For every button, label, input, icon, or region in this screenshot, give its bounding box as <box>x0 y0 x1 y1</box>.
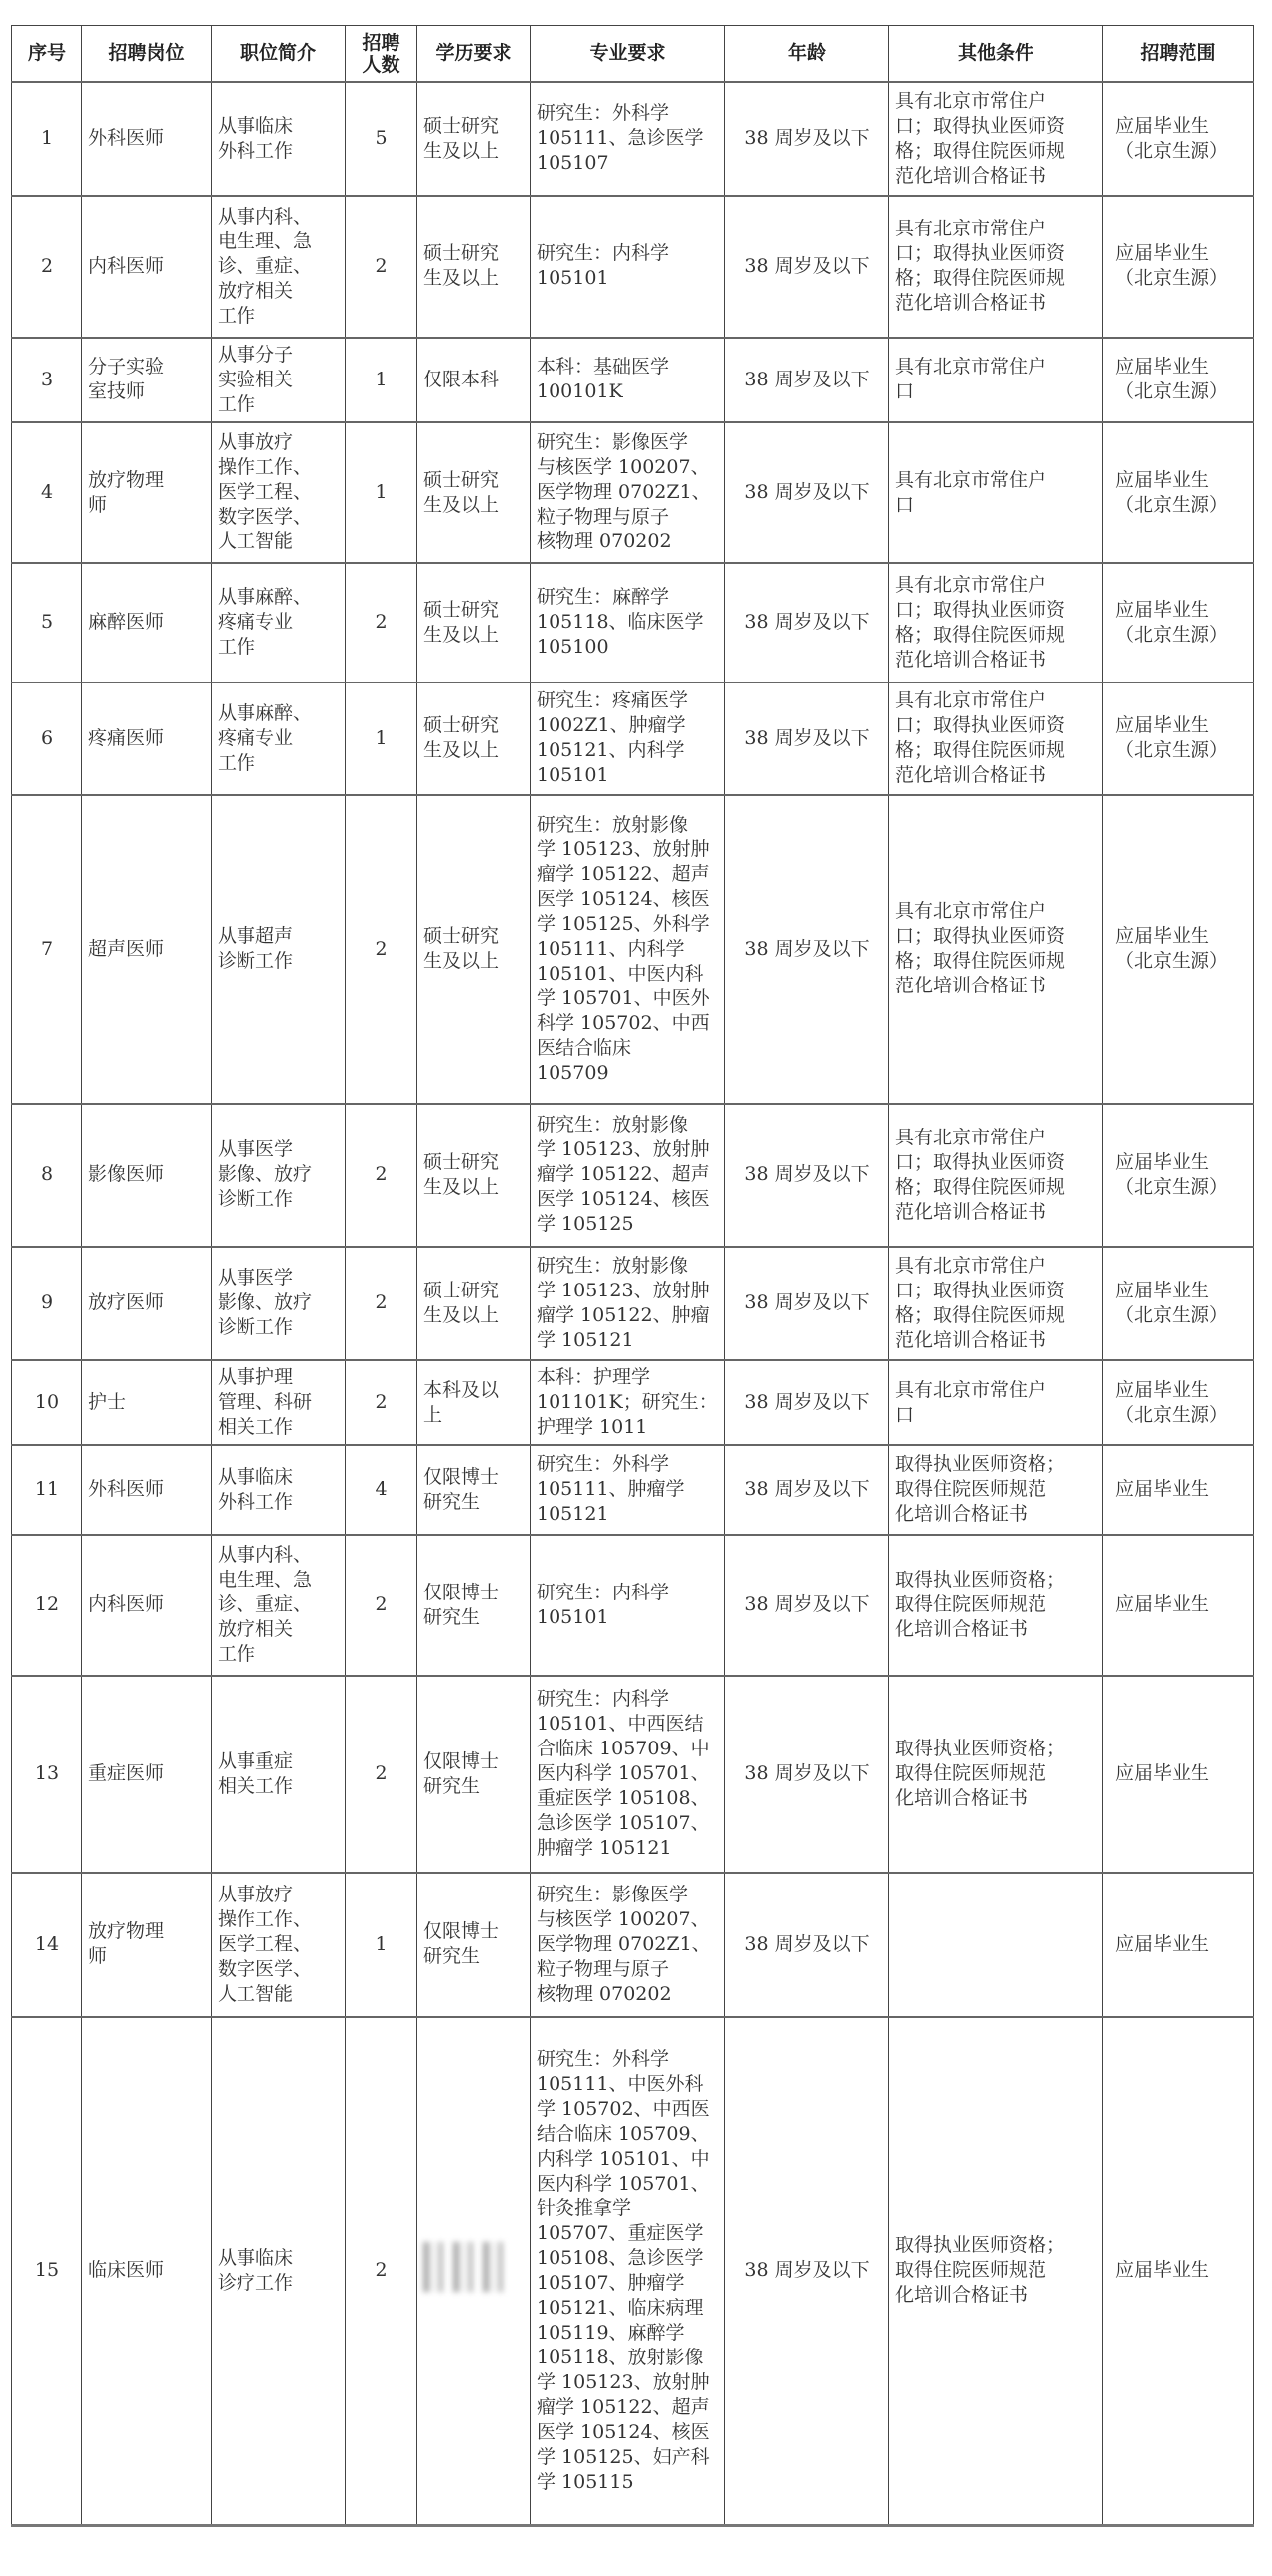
cell-index: 4 <box>12 422 82 563</box>
cell-post: 护士 <box>82 1360 212 1445</box>
cell-major: 研究生：疼痛医学 1002Z1、肿瘤学 105121、内科学 105101 <box>531 682 725 795</box>
cell-other: 具有北京市常住户 口；取得执业医师资 格；取得住院医师规 范化培训合格证书 <box>889 563 1103 682</box>
table-row <box>12 1445 1254 1535</box>
header-other: 其他条件 <box>889 26 1103 82</box>
table-row <box>12 682 1254 795</box>
cell-index: 15 <box>12 2017 82 2526</box>
table-row <box>12 422 1254 563</box>
cell-other: 取得执业医师资格； 取得住院医师规范 化培训合格证书 <box>889 2017 1103 2526</box>
cell-major: 研究生：内科学 105101、中西医结 合临床 105709、中 医内科学 105701、 重症医学 105108、 急诊医学 105107、 肿瘤学 105121 <box>531 1676 725 1873</box>
cell-education <box>417 2017 531 2526</box>
cell-other: 具有北京市常住户 口；取得执业医师资 格；取得住院医师规 范化培训合格证书 <box>889 82 1103 196</box>
cell-post: 放疗医师 <box>82 1247 212 1360</box>
cell-age: 38 周岁及以下 <box>725 338 889 422</box>
cell-education: 硕士研究 生及以上 <box>417 82 531 196</box>
cell-intro: 从事放疗 操作工作、 医学工程、 数字医学、 人工智能 <box>212 1873 346 2017</box>
cell-post: 放疗物理 师 <box>82 422 212 563</box>
cell-intro: 从事护理 管理、科研 相关工作 <box>212 1360 346 1445</box>
cell-major: 研究生：内科学 105101 <box>531 196 725 338</box>
table-row <box>12 563 1254 682</box>
cell-post: 影像医师 <box>82 1104 212 1247</box>
table-row <box>12 795 1254 1104</box>
table-row <box>12 82 1254 196</box>
cell-count: 4 <box>346 1445 417 1535</box>
cell-other: 具有北京市常住户 口 <box>889 338 1103 422</box>
cell-scope: 应届毕业生 （北京生源） <box>1103 422 1254 563</box>
cell-count: 1 <box>346 1873 417 2017</box>
cell-major: 研究生：影像医学 与核医学 100207、 医学物理 0702Z1、 粒子物理与原子 核物理 070202 <box>531 422 725 563</box>
header-post: 招聘岗位 <box>82 26 212 82</box>
cell-scope: 应届毕业生 （北京生源） <box>1103 563 1254 682</box>
cell-major: 研究生：外科学 105111、肿瘤学 105121 <box>531 1445 725 1535</box>
cell-intro: 从事超声 诊断工作 <box>212 795 346 1104</box>
cell-scope: 应届毕业生 （北京生源） <box>1103 1247 1254 1360</box>
cell-education: 仅限博士 研究生 <box>417 1445 531 1535</box>
table-row <box>12 1247 1254 1360</box>
cell-education: 硕士研究 生及以上 <box>417 196 531 338</box>
cell-education: 仅限博士 研究生 <box>417 1535 531 1676</box>
table-row <box>12 196 1254 338</box>
cell-post: 疼痛医师 <box>82 682 212 795</box>
cell-post: 内科医师 <box>82 1535 212 1676</box>
cell-post: 放疗物理 师 <box>82 1873 212 2017</box>
cell-post: 重症医师 <box>82 1676 212 1873</box>
cell-age: 38 周岁及以下 <box>725 1873 889 2017</box>
cell-other: 具有北京市常住户 口 <box>889 422 1103 563</box>
cell-intro: 从事内科、 电生理、急 诊、重症、 放疗相关 工作 <box>212 196 346 338</box>
cell-count: 2 <box>346 196 417 338</box>
cell-count: 2 <box>346 1104 417 1247</box>
cell-index: 8 <box>12 1104 82 1247</box>
cell-major: 研究生：内科学 105101 <box>531 1535 725 1676</box>
cell-major: 研究生：外科学 105111、急诊医学 105107 <box>531 82 725 196</box>
cell-post: 外科医师 <box>82 1445 212 1535</box>
cell-education: 硕士研究 生及以上 <box>417 1104 531 1247</box>
cell-education: 仅限本科 <box>417 338 531 422</box>
header-age: 年龄 <box>725 26 889 82</box>
cell-major: 研究生：放射影像 学 105123、放射肿 瘤学 105122、超声 医学 105124、核医 学 105125、外科学 105111、内科学 105101、中医内科 学 105701、中医外 科学 105702、中西 医结合临床 105709 <box>531 795 725 1104</box>
cell-major: 研究生：影像医学 与核医学 100207、 医学物理 0702Z1、 粒子物理与原子 核物理 070202 <box>531 1873 725 2017</box>
cell-major: 研究生：麻醉学 105118、临床医学 105100 <box>531 563 725 682</box>
cell-age: 38 周岁及以下 <box>725 196 889 338</box>
header-scope: 招聘范围 <box>1103 26 1254 82</box>
cell-major: 研究生：放射影像 学 105123、放射肿 瘤学 105122、肿瘤 学 105121 <box>531 1247 725 1360</box>
cell-count: 2 <box>346 1676 417 1873</box>
cell-count: 2 <box>346 1247 417 1360</box>
header-index: 序号 <box>12 26 82 82</box>
table-row <box>12 1873 1254 2017</box>
cell-post: 超声医师 <box>82 795 212 1104</box>
cell-intro: 从事麻醉、 疼痛专业 工作 <box>212 682 346 795</box>
cell-index: 5 <box>12 563 82 682</box>
cell-age: 38 周岁及以下 <box>725 1535 889 1676</box>
cell-age: 38 周岁及以下 <box>725 1360 889 1445</box>
cell-scope: 应届毕业生 <box>1103 2017 1254 2526</box>
cell-age: 38 周岁及以下 <box>725 1676 889 1873</box>
cell-index: 7 <box>12 795 82 1104</box>
cell-age: 38 周岁及以下 <box>725 1247 889 1360</box>
cell-scope: 应届毕业生 （北京生源） <box>1103 1360 1254 1445</box>
cell-scope: 应届毕业生 （北京生源） <box>1103 1104 1254 1247</box>
cell-education: 本科及以 上 <box>417 1360 531 1445</box>
table-row <box>12 1535 1254 1676</box>
cell-education: 仅限博士 研究生 <box>417 1873 531 2017</box>
cell-education: 仅限博士 研究生 <box>417 1676 531 1873</box>
cell-scope: 应届毕业生 <box>1103 1873 1254 2017</box>
cell-major: 研究生：外科学 105111、中医外科 学 105702、中西医 结合临床 105709、 内科学 105101、中 医内科学 105701、 针灸推拿学 105707、重症医学 105108、急诊医学 105107、肿瘤学 105121、临床病理 105119、麻醉学 105118、放射影像 学 105123、放射肿 瘤学 105122、超声 医学 105124、核医 学 105125、妇产科 学 105115 <box>531 2017 725 2526</box>
cell-other: 具有北京市常住户 口；取得执业医师资 格；取得住院医师规 范化培训合格证书 <box>889 795 1103 1104</box>
cell-count: 2 <box>346 1360 417 1445</box>
cell-index: 11 <box>12 1445 82 1535</box>
table-row <box>12 338 1254 422</box>
cell-education: 硕士研究 生及以上 <box>417 422 531 563</box>
cell-age: 38 周岁及以下 <box>725 82 889 196</box>
header-major: 专业要求 <box>531 26 725 82</box>
cell-scope: 应届毕业生 <box>1103 1535 1254 1676</box>
cell-count: 1 <box>346 422 417 563</box>
recruitment-table <box>11 25 1254 2527</box>
blurred-text-image <box>423 2242 513 2292</box>
cell-scope: 应届毕业生 <box>1103 1445 1254 1535</box>
cell-scope: 应届毕业生 （北京生源） <box>1103 338 1254 422</box>
cell-scope: 应届毕业生 <box>1103 1676 1254 1873</box>
cell-intro: 从事重症 相关工作 <box>212 1676 346 1873</box>
cell-scope: 应届毕业生 （北京生源） <box>1103 82 1254 196</box>
cell-other: 取得执业医师资格； 取得住院医师规范 化培训合格证书 <box>889 1535 1103 1676</box>
cell-count: 2 <box>346 1535 417 1676</box>
cell-index: 10 <box>12 1360 82 1445</box>
cell-other: 具有北京市常住户 口 <box>889 1360 1103 1445</box>
table-row <box>12 2017 1254 2526</box>
cell-age: 38 周岁及以下 <box>725 422 889 563</box>
cell-post: 分子实验 室技师 <box>82 338 212 422</box>
cell-scope: 应届毕业生 （北京生源） <box>1103 196 1254 338</box>
header-count: 招聘 人数 <box>346 26 417 82</box>
cell-other: 取得执业医师资格； 取得住院医师规范 化培训合格证书 <box>889 1445 1103 1535</box>
cell-index: 2 <box>12 196 82 338</box>
cell-age: 38 周岁及以下 <box>725 2017 889 2526</box>
cell-count: 5 <box>346 82 417 196</box>
cell-post: 临床医师 <box>82 2017 212 2526</box>
cell-index: 12 <box>12 1535 82 1676</box>
header-row <box>12 26 1254 82</box>
cell-age: 38 周岁及以下 <box>725 1104 889 1247</box>
cell-index: 3 <box>12 338 82 422</box>
cell-scope: 应届毕业生 （北京生源） <box>1103 795 1254 1104</box>
cell-intro: 从事内科、 电生理、急 诊、重症、 放疗相关 工作 <box>212 1535 346 1676</box>
cell-count: 1 <box>346 682 417 795</box>
cell-intro: 从事分子 实验相关 工作 <box>212 338 346 422</box>
cell-count: 2 <box>346 563 417 682</box>
cell-post: 麻醉医师 <box>82 563 212 682</box>
cell-intro: 从事临床 外科工作 <box>212 1445 346 1535</box>
cell-intro: 从事医学 影像、放疗 诊断工作 <box>212 1247 346 1360</box>
cell-intro: 从事麻醉、 疼痛专业 工作 <box>212 563 346 682</box>
cell-post: 内科医师 <box>82 196 212 338</box>
cell-age: 38 周岁及以下 <box>725 563 889 682</box>
cell-index: 1 <box>12 82 82 196</box>
cell-education: 硕士研究 生及以上 <box>417 1247 531 1360</box>
cell-education: 硕士研究 生及以上 <box>417 795 531 1104</box>
cell-scope: 应届毕业生 （北京生源） <box>1103 682 1254 795</box>
cell-index: 6 <box>12 682 82 795</box>
cell-other: 具有北京市常住户 口；取得执业医师资 格；取得住院医师规 范化培训合格证书 <box>889 196 1103 338</box>
cell-intro: 从事医学 影像、放疗 诊断工作 <box>212 1104 346 1247</box>
cell-age: 38 周岁及以下 <box>725 1445 889 1535</box>
cell-major: 本科：基础医学 100101K <box>531 338 725 422</box>
cell-age: 38 周岁及以下 <box>725 795 889 1104</box>
cell-other: 具有北京市常住户 口；取得执业医师资 格；取得住院医师规 范化培训合格证书 <box>889 1104 1103 1247</box>
cell-other <box>889 1873 1103 2017</box>
cell-major: 本科：护理学 101101K；研究生： 护理学 1011 <box>531 1360 725 1445</box>
cell-index: 13 <box>12 1676 82 1873</box>
cell-education: 硕士研究 生及以上 <box>417 563 531 682</box>
cell-intro: 从事临床 诊疗工作 <box>212 2017 346 2526</box>
cell-other: 取得执业医师资格； 取得住院医师规范 化培训合格证书 <box>889 1676 1103 1873</box>
cell-index: 14 <box>12 1873 82 2017</box>
cell-age: 38 周岁及以下 <box>725 682 889 795</box>
cell-major: 研究生：放射影像 学 105123、放射肿 瘤学 105122、超声 医学 105124、核医 学 105125 <box>531 1104 725 1247</box>
cell-count: 2 <box>346 795 417 1104</box>
cell-index: 9 <box>12 1247 82 1360</box>
cell-intro: 从事临床 外科工作 <box>212 82 346 196</box>
cell-other: 具有北京市常住户 口；取得执业医师资 格；取得住院医师规 范化培训合格证书 <box>889 682 1103 795</box>
cell-post: 外科医师 <box>82 82 212 196</box>
cell-intro: 从事放疗 操作工作、 医学工程、 数字医学、 人工智能 <box>212 422 346 563</box>
header-education: 学历要求 <box>417 26 531 82</box>
cell-count: 1 <box>346 338 417 422</box>
cell-other: 具有北京市常住户 口；取得执业医师资 格；取得住院医师规 范化培训合格证书 <box>889 1247 1103 1360</box>
cell-count: 2 <box>346 2017 417 2526</box>
table-row <box>12 1676 1254 1873</box>
table-row <box>12 1104 1254 1247</box>
header-intro: 职位简介 <box>212 26 346 82</box>
cell-education: 硕士研究 生及以上 <box>417 682 531 795</box>
table-row <box>12 1360 1254 1445</box>
